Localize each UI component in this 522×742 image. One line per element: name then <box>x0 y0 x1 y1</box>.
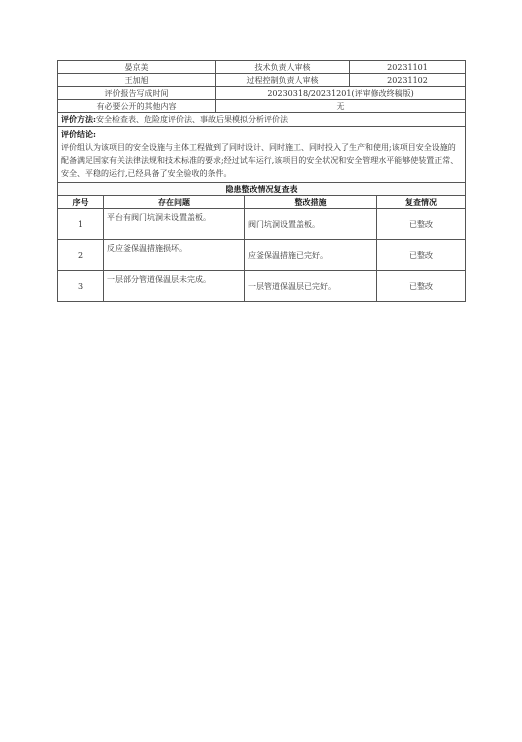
header-measure: 整改措施 <box>245 196 377 209</box>
report-time-row <box>58 87 466 100</box>
document-page <box>57 60 465 302</box>
table-row <box>58 240 466 271</box>
table-row <box>58 271 466 302</box>
row-no: 3 <box>58 271 104 302</box>
row-measure: 阀门坑洞设置盖板。 <box>245 209 377 240</box>
rectification-title: 隐患整改情况复查表 <box>58 183 466 196</box>
row-problem: 一层部分管道保温层未完成。 <box>104 271 245 302</box>
conclusion-text: 评价组认为该项目的安全设施与主体工程做到了同时设计、同时施工、同时投入了生产和使用;该项目安全设施的配备满足国家有关法律法规和技术标准的要求;经过试车运行,该项目的安全状况和安全管理水平能够使装置正常、安全、平稳的运行,已经具备了安全验收的条件。 <box>61 143 459 178</box>
row-problem: 平台有阀门坑洞未设置盖板。 <box>104 209 245 240</box>
conclusion-row <box>58 127 466 183</box>
row-problem: 反应釜保温措施损坏。 <box>104 240 245 271</box>
info-row <box>58 61 466 74</box>
report-time-value: 20230318/20231201(评审修改终稿版) <box>216 87 466 100</box>
public-content-label: 有必要公开的其他内容 <box>58 100 216 113</box>
review-date: 20231101 <box>350 61 466 74</box>
rectification-table <box>57 182 466 302</box>
row-measure: 应釜保温措施已完好。 <box>245 240 377 271</box>
row-status: 已整改 <box>377 209 466 240</box>
method-row <box>58 113 466 127</box>
row-no: 1 <box>58 209 104 240</box>
public-content-value: 无 <box>216 100 466 113</box>
conclusion-label: 评价结论: <box>61 129 96 139</box>
review-role: 过程控制负责人审核 <box>216 74 350 87</box>
row-no: 2 <box>58 240 104 271</box>
table-header-row <box>58 196 466 209</box>
rectification-title-row <box>58 183 466 196</box>
reviewer-name: 晏京美 <box>58 61 216 74</box>
review-role: 技术负责人审核 <box>216 61 350 74</box>
info-row <box>58 74 466 87</box>
info-table <box>57 60 466 183</box>
header-no: 序号 <box>58 196 104 209</box>
row-measure: 一层管道保温层已完好。 <box>245 271 377 302</box>
report-time-label: 评价报告写成时间 <box>58 87 216 100</box>
reviewer-name: 王加旭 <box>58 74 216 87</box>
table-row <box>58 209 466 240</box>
row-status: 已整改 <box>377 240 466 271</box>
method-label: 评价方法: <box>61 114 96 124</box>
method-value: 安全检查表、危险度评价法、事故后果模拟分析评价法 <box>95 115 288 124</box>
header-status: 复查情况 <box>377 196 466 209</box>
public-content-row <box>58 100 466 113</box>
row-status: 已整改 <box>377 271 466 302</box>
review-date: 20231102 <box>350 74 466 87</box>
header-problem: 存在问题 <box>104 196 245 209</box>
